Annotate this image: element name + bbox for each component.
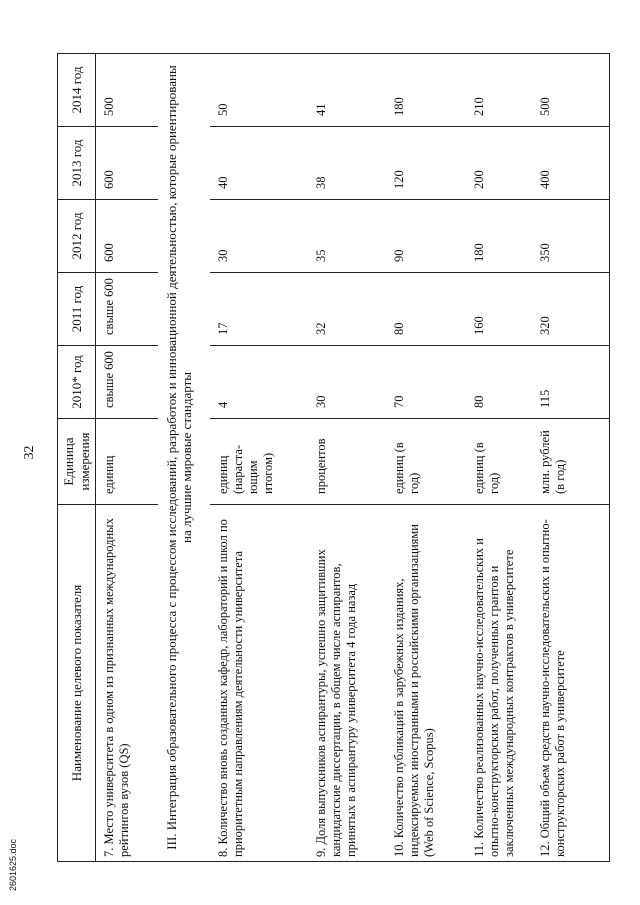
- row-value-2011: 160: [466, 273, 532, 346]
- row-value-2013: 120: [386, 127, 466, 200]
- row-value-2010: свыше 600: [96, 346, 158, 419]
- table-row: [96, 54, 158, 862]
- row-value-2014: 210: [466, 54, 532, 127]
- row-name: 11. Количество реализованных научно-исследовательских и опытно-конструкторских работ, полученных грантов и заключенных международных контрактов в университете: [466, 505, 532, 862]
- file-name: 2601625.doc: [8, 838, 18, 891]
- target-indicators-table: [57, 53, 610, 862]
- row-value-2010: 80: [466, 346, 532, 419]
- row-name: 12. Общий объем средств научно-исследовательских и опытно-конструкторских работ в университете: [532, 505, 610, 862]
- row-value-2010: 115: [532, 346, 610, 419]
- header-unit: Единица измерения: [58, 419, 96, 505]
- row-value-2012: 350: [532, 200, 610, 273]
- table-row: [466, 54, 532, 862]
- header-year-2012: 2012 год: [58, 200, 96, 273]
- row-value-2010: 70: [386, 346, 466, 419]
- table-row: [532, 54, 610, 862]
- row-value-2012: 90: [386, 200, 466, 273]
- row-value-2014: 50: [210, 54, 308, 127]
- row-name: 10. Количество публикаций в зарубежных изданиях, индексируемых иностранными и российскими организациями (Web of Science, Scopus): [386, 505, 466, 862]
- row-name: 8. Количество вновь созданных кафедр, лабораторий и школ по приоритетным направлениям деятельности университета: [210, 505, 308, 862]
- header-year-2014: 2014 год: [58, 54, 96, 127]
- row-value-2011: 80: [386, 273, 466, 346]
- row-value-2010: 30: [308, 346, 386, 419]
- row-unit: млн. рублей (в год): [532, 419, 610, 505]
- row-value-2013: 38: [308, 127, 386, 200]
- table-row: [210, 54, 308, 862]
- row-unit: единиц: [96, 419, 158, 505]
- row-value-2014: 180: [386, 54, 466, 127]
- header-year-2010: 2010* год: [58, 346, 96, 419]
- row-value-2013: 600: [96, 127, 158, 200]
- row-value-2010: 4: [210, 346, 308, 419]
- table-row: [308, 54, 386, 862]
- section-heading: III. Интеграция образовательного процесса с процессом исследований, разработок и инновационной деятельностью, которые ориентированы на лучшие мировые стандарты: [158, 54, 210, 862]
- row-value-2013: 400: [532, 127, 610, 200]
- row-value-2012: 180: [466, 200, 532, 273]
- row-unit: единиц (нараста-ющим итогом): [210, 419, 308, 505]
- page-number: 32: [22, 445, 37, 460]
- section-row: [158, 54, 210, 862]
- header-name: Наименование целевого показателя: [58, 505, 96, 862]
- row-value-2014: 41: [308, 54, 386, 127]
- row-name: 9. Доля выпускников аспирантуры, успешно защитивших кандидатские диссертации, в общем числе аспирантов, принятых в аспирантуру университета 4 года назад: [308, 505, 386, 862]
- row-unit: единиц (в год): [386, 419, 466, 505]
- row-value-2013: 200: [466, 127, 532, 200]
- row-value-2012: 30: [210, 200, 308, 273]
- row-value-2011: 320: [532, 273, 610, 346]
- row-unit: единиц (в год): [466, 419, 532, 505]
- row-value-2012: 600: [96, 200, 158, 273]
- row-value-2011: свыше 600: [96, 273, 158, 346]
- row-unit: процентов: [308, 419, 386, 505]
- row-value-2014: 500: [96, 54, 158, 127]
- row-name: 7. Место университета в одном из признанных международных рейтингов вузов (QS): [96, 505, 158, 862]
- header-year-2013: 2013 год: [58, 127, 96, 200]
- header-year-2011: 2011 год: [58, 273, 96, 346]
- table-row: [386, 54, 466, 862]
- row-value-2013: 40: [210, 127, 308, 200]
- table-header-row: [58, 54, 96, 862]
- row-value-2012: 35: [308, 200, 386, 273]
- row-value-2011: 17: [210, 273, 308, 346]
- row-value-2011: 32: [308, 273, 386, 346]
- row-value-2014: 500: [532, 54, 610, 127]
